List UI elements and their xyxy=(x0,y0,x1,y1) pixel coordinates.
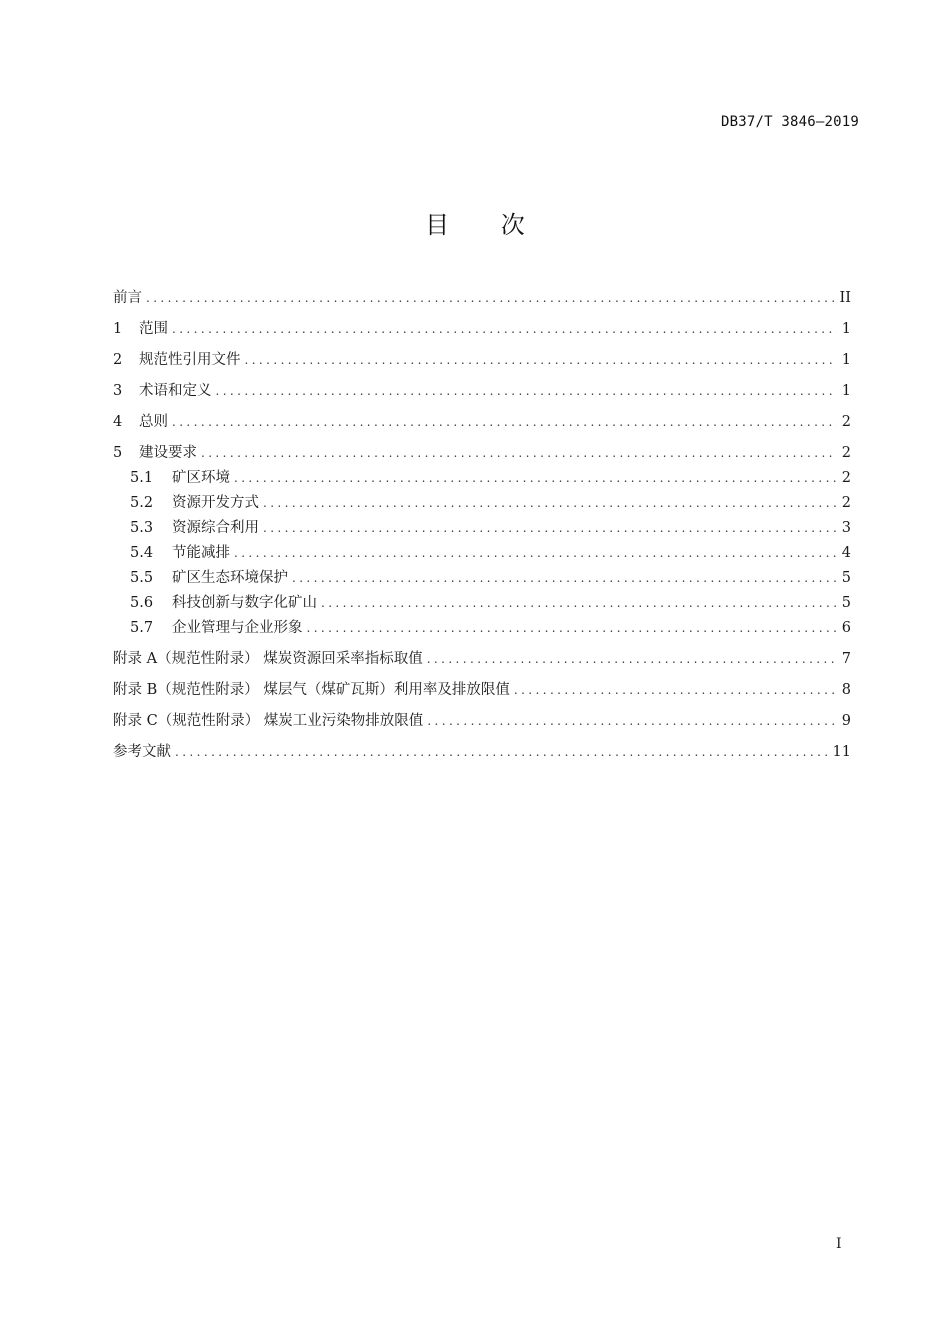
dot-leader xyxy=(292,568,837,588)
toc-entry[interactable] xyxy=(113,563,851,588)
dot-leader xyxy=(245,350,838,370)
toc-entry-page: 5 xyxy=(841,595,851,611)
toc-entry-label: 范围 xyxy=(139,321,168,337)
dot-leader xyxy=(175,742,829,762)
toc-entry[interactable] xyxy=(113,308,851,339)
toc-entry[interactable] xyxy=(113,513,851,538)
document-code: DB37/T 3846—2019 xyxy=(720,114,859,130)
dot-leader xyxy=(514,680,837,700)
dot-leader xyxy=(172,319,837,339)
toc-entry-number: 5.3 xyxy=(130,520,154,536)
toc-entry-page: 9 xyxy=(841,713,851,729)
toc-entry[interactable] xyxy=(113,432,851,463)
toc-entry-number: 5 xyxy=(113,445,123,461)
toc-entry[interactable] xyxy=(113,613,851,638)
toc-entry[interactable] xyxy=(113,538,851,563)
toc-entry-page: 2 xyxy=(841,470,851,486)
dot-leader xyxy=(263,518,837,538)
table-of-contents xyxy=(113,286,851,762)
page-number: I xyxy=(836,1236,842,1252)
toc-entry[interactable] xyxy=(113,700,851,731)
toc-entry-label: 企业管理与企业形象 xyxy=(172,620,303,636)
toc-entry-page: 3 xyxy=(841,520,851,536)
toc-entry[interactable] xyxy=(113,286,851,308)
toc-entry-page: 7 xyxy=(841,651,851,667)
toc-entry-label: 节能减排 xyxy=(172,545,230,561)
dot-leader xyxy=(216,381,838,401)
toc-entry-page: 1 xyxy=(841,383,851,399)
toc-entry-label: 前言 xyxy=(113,290,142,306)
toc-entry[interactable] xyxy=(113,339,851,370)
toc-entry[interactable] xyxy=(113,370,851,401)
page-title: 目 次 xyxy=(425,211,547,239)
toc-entry-page: 5 xyxy=(841,570,851,586)
toc-entry-label: 建设要求 xyxy=(139,445,197,461)
dot-leader xyxy=(146,288,836,308)
toc-entry[interactable] xyxy=(113,463,851,488)
toc-entry[interactable] xyxy=(113,488,851,513)
dot-leader xyxy=(307,618,838,638)
dot-leader xyxy=(172,412,837,432)
toc-entry-page: 1 xyxy=(841,352,851,368)
toc-entry-label: 参考文献 xyxy=(113,744,171,760)
toc-entry-label: 矿区环境 xyxy=(172,470,230,486)
toc-entry-label: 附录 B（规范性附录） 煤层气（煤矿瓦斯）利用率及排放限值 xyxy=(113,682,510,698)
toc-entry-page: 11 xyxy=(832,744,851,760)
toc-entry-page: 1 xyxy=(841,321,851,337)
toc-entry-number: 5.5 xyxy=(130,570,154,586)
toc-entry[interactable] xyxy=(113,669,851,700)
toc-entry-number: 5.2 xyxy=(130,495,154,511)
toc-entry-page: 2 xyxy=(841,414,851,430)
toc-entry-number: 1 xyxy=(113,321,123,337)
toc-entry-label: 科技创新与数字化矿山 xyxy=(172,595,317,611)
toc-entry-number: 5.1 xyxy=(130,470,154,486)
toc-entry-page: 8 xyxy=(841,682,851,698)
dot-leader xyxy=(321,593,837,613)
toc-entry-number: 4 xyxy=(113,414,123,430)
toc-entry-label: 附录 C（规范性附录） 煤炭工业污染物排放限值 xyxy=(113,713,424,729)
dot-leader xyxy=(427,649,837,669)
toc-entry-number: 5.4 xyxy=(130,545,154,561)
toc-entry-page: 2 xyxy=(841,495,851,511)
toc-entry[interactable] xyxy=(113,401,851,432)
toc-entry-page: 2 xyxy=(841,445,851,461)
toc-entry-number: 5.7 xyxy=(130,620,154,636)
toc-entry[interactable] xyxy=(113,638,851,669)
toc-entry-page: 6 xyxy=(841,620,851,636)
toc-entry-label: 规范性引用文件 xyxy=(139,352,241,368)
toc-entry[interactable] xyxy=(113,731,851,762)
toc-entry-page: II xyxy=(839,290,851,306)
toc-entry-number: 2 xyxy=(113,352,123,368)
dot-leader xyxy=(234,468,837,488)
toc-entry-label: 资源开发方式 xyxy=(172,495,259,511)
dot-leader xyxy=(201,443,837,463)
toc-entry-label: 矿区生态环境保护 xyxy=(172,570,288,586)
toc-entry-label: 术语和定义 xyxy=(139,383,212,399)
toc-entry-number: 5.6 xyxy=(130,595,154,611)
toc-entry-page: 4 xyxy=(841,545,851,561)
toc-entry-number: 3 xyxy=(113,383,123,399)
toc-entry[interactable] xyxy=(113,588,851,613)
dot-leader xyxy=(427,711,837,731)
toc-entry-label: 总则 xyxy=(139,414,168,430)
toc-entry-label: 资源综合利用 xyxy=(172,520,259,536)
dot-leader xyxy=(263,493,837,513)
toc-entry-label: 附录 A（规范性附录） 煤炭资源回采率指标取值 xyxy=(113,651,423,667)
dot-leader xyxy=(234,543,837,563)
